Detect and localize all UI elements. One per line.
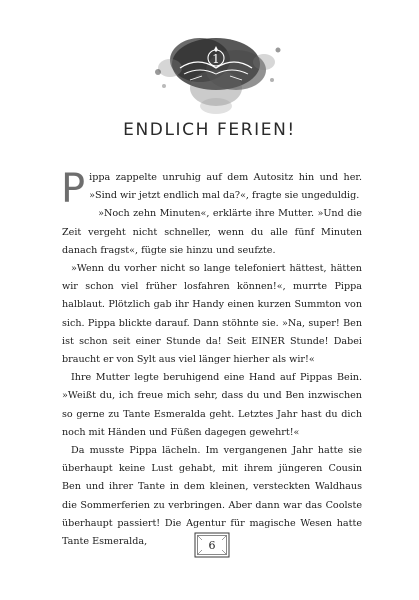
body-text xyxy=(61,166,362,551)
chapter-emblem xyxy=(140,22,292,120)
paragraph xyxy=(61,166,362,212)
page-number-badge xyxy=(194,532,230,558)
paragraph-text: ippa zappelte unruhig auf dem Autositz hin und her. »Sind wir jetzt endlich mal da?«, fragte sie ungeduldig. xyxy=(89,172,362,202)
page-number: 6 xyxy=(208,538,216,552)
paragraph: Da musste Pippa lächeln. Im vergangenen Jahr hatte sie überhaupt keine Lust gehabt, mit ihrem jüngeren Cousin Ben und ihrer Tante in dem kleinen, versteckten Waldhaus die Sommerferien zu verbringen. Aber dann war das Coolste überhaupt passiert! Die Agentur für magische Wesen hatte Tante Esmeralda, xyxy=(62,445,362,548)
paragraph: »Noch zehn Minuten«, erklärte ihre Mutter. »Und die Zeit vergeht nicht schneller, wenn du alle fünf Minuten danach fragst«, fügte sie hinzu und seufzte. xyxy=(62,208,362,256)
chapter-number: 1 xyxy=(212,52,220,66)
paragraph: »Wenn du vorher nicht so lange telefoniert hättest, hätten wir schon viel früher losfahren können!«, murrte Pippa halblaut. Plötzlich gab ihr Handy einen kurzen Summton von sich. Pippa blickte darauf. Dann stöhnte sie. »Na, super! Ben ist schon seit einer Stunde da! Seit EINER Stunde! Dabei braucht er von Sylt aus viel länger hierher als wir!« xyxy=(62,263,362,366)
paragraph: Ihre Mutter legte beruhigend eine Hand auf Pippas Bein. »Weißt du, ich freue mich sehr, dass du und Ben inzwischen so gerne zu Tante Esmeralda geht. Letztes Jahr hast du dich noch mit Händen und Füßen dagegen gewehrt!« xyxy=(62,372,362,438)
chapter-title: ENDLICH FERIEN! xyxy=(123,120,296,140)
dropcap: P xyxy=(61,166,86,212)
